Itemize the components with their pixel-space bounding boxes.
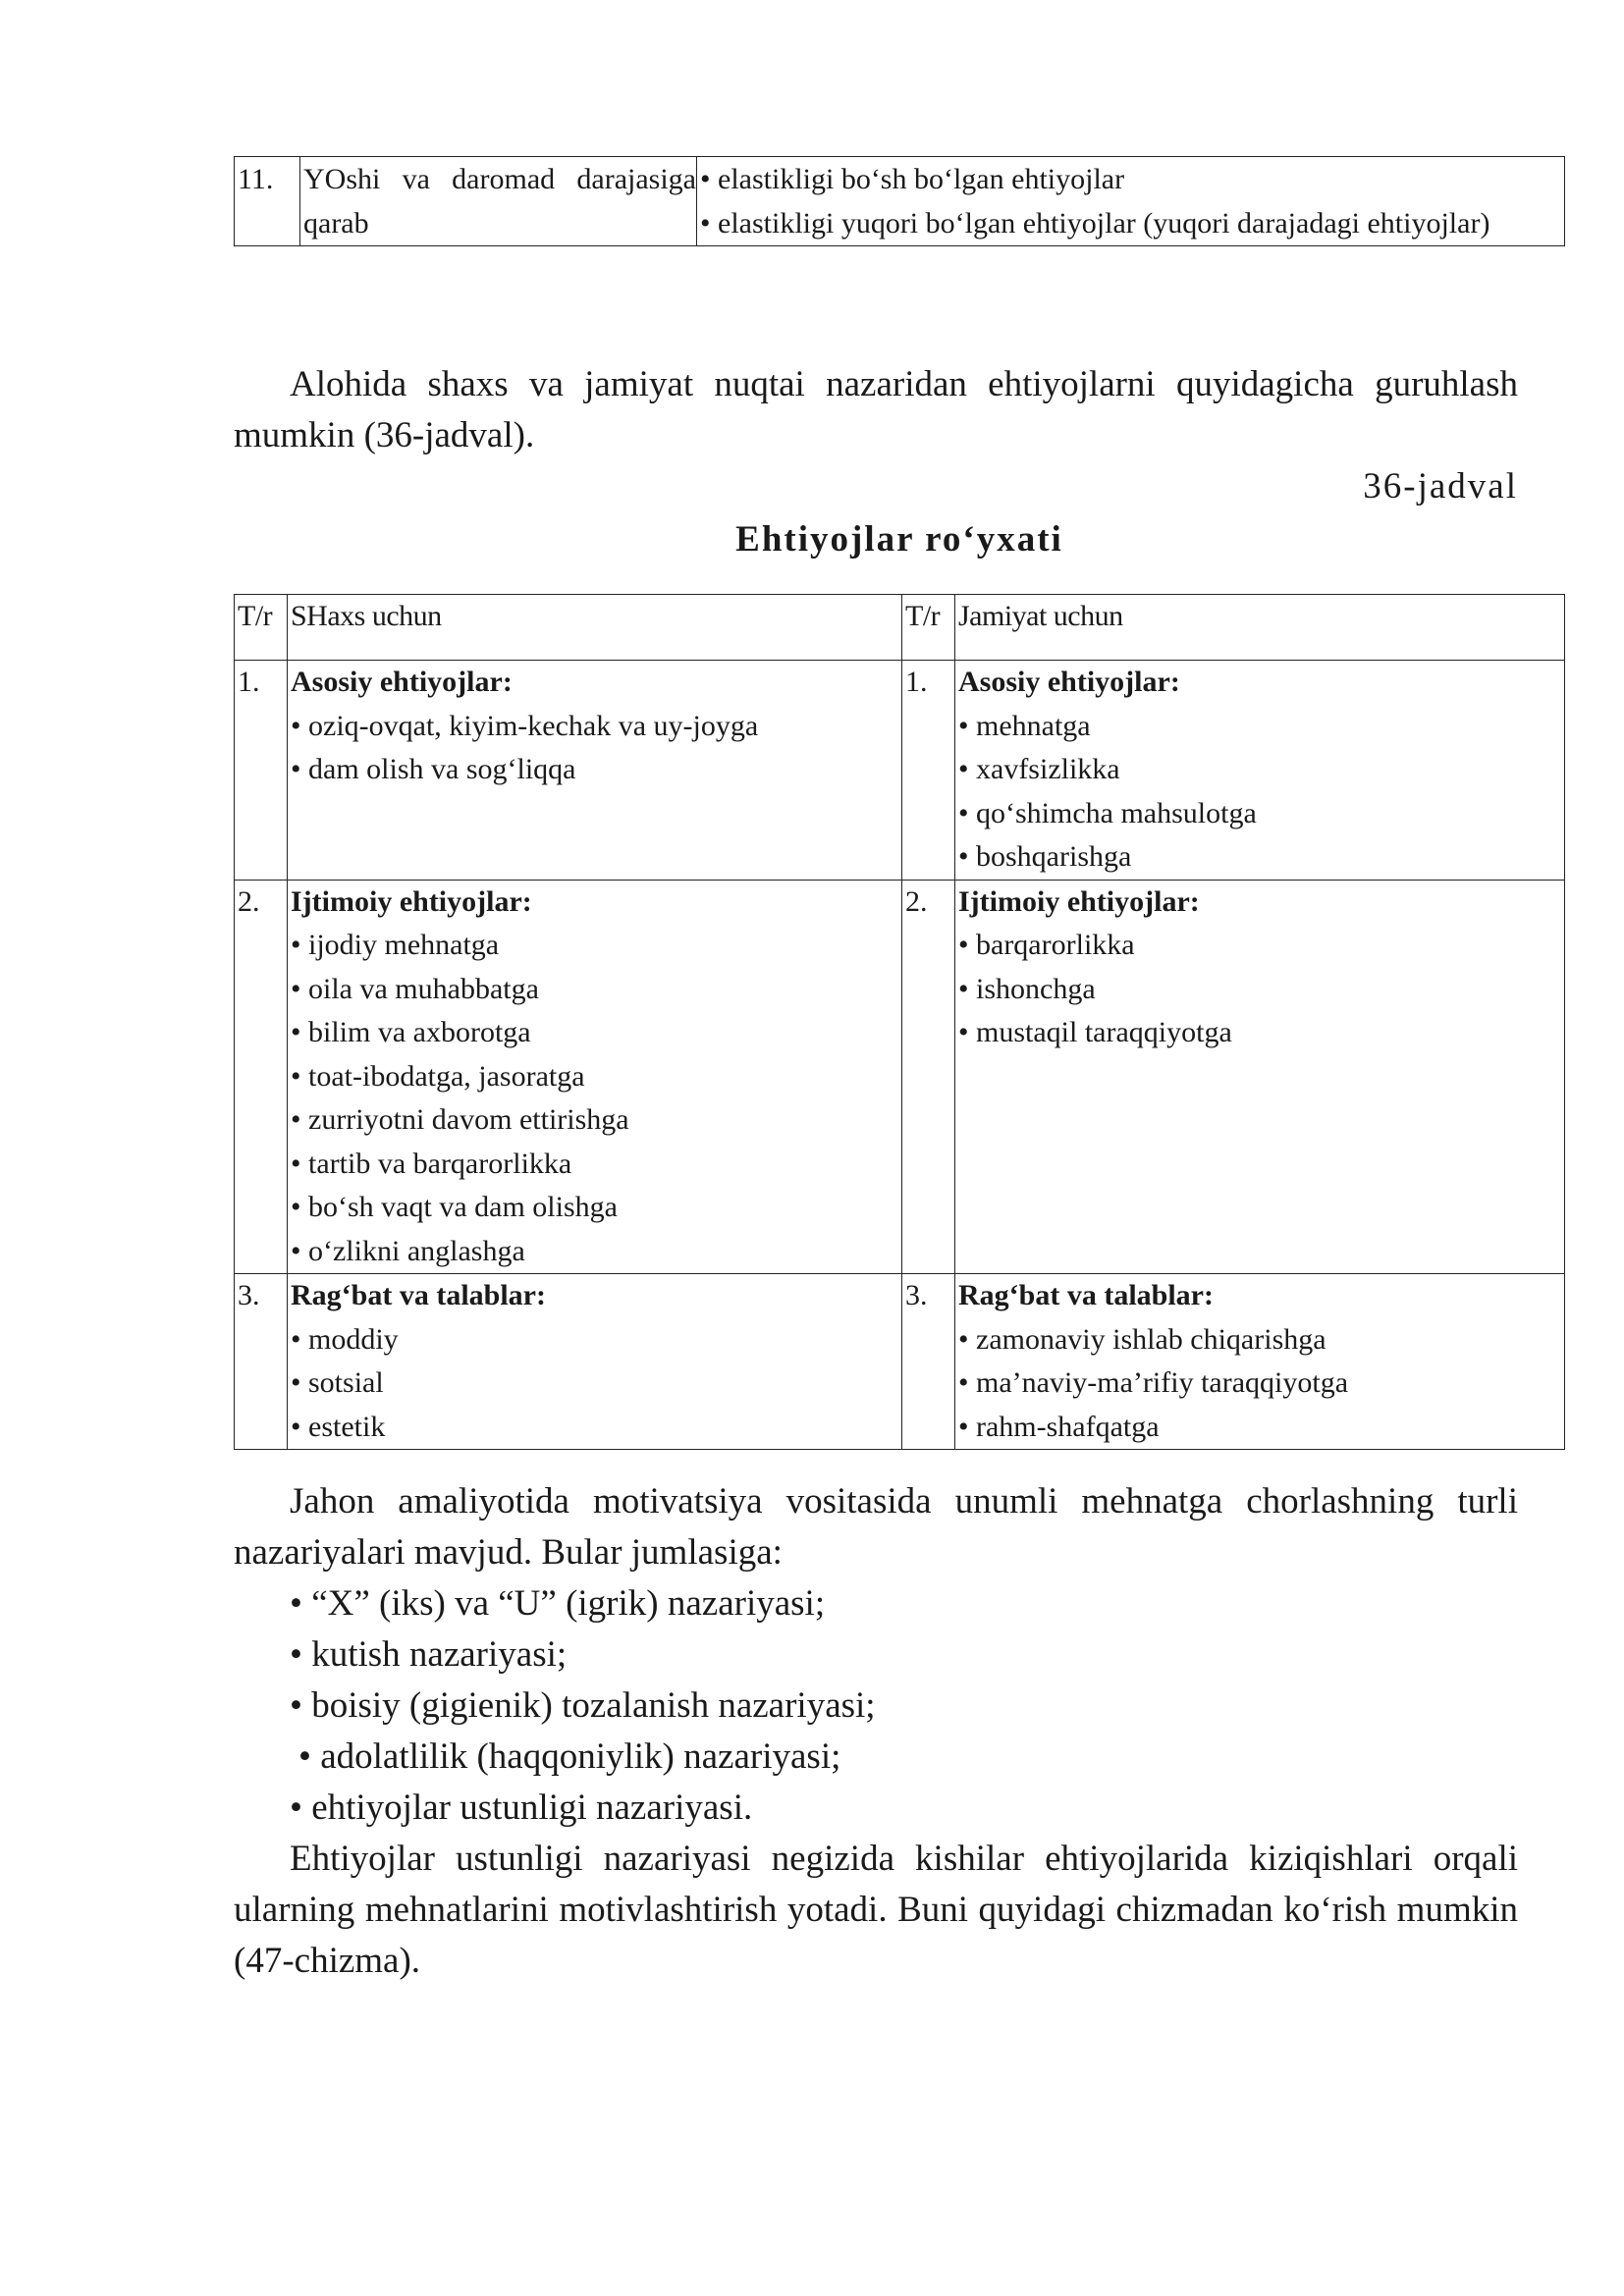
closing-paragraph: Ehtiyojlar ustunligi nazariyasi negizida kishilar ehtiyojlarida kiziqishlari orqali ularning mehnatlarini motivlashtirish yotadi. Buni quyidagi chizmadan ko‘rish mumkin (47-chizma). <box>234 1839 1518 1981</box>
row-number: 3. <box>235 1274 288 1450</box>
row-number: 1. <box>235 661 288 881</box>
list-item: • zamonaviy ishlab chiqarishga <box>958 1322 1326 1356</box>
list-item: • xavfsizlikka <box>958 753 1120 785</box>
list-item: • boshqarishga <box>958 840 1132 873</box>
list-item: • ehtiyojlar ustunligi nazariyasi. <box>290 1788 753 1828</box>
needs-list <box>291 1318 901 1450</box>
list-item: • ijodiy mehnatga <box>291 929 500 961</box>
society-needs-cell <box>955 1274 1565 1450</box>
table-row <box>235 1274 1565 1450</box>
list-item: • rahm-shafqatga <box>958 1410 1160 1443</box>
person-needs-cell <box>288 880 902 1274</box>
list-item: • o‘zlikni anglashga <box>291 1234 525 1267</box>
list-item: • ma’naviy-ma’rifiy taraqqiyotga <box>958 1366 1349 1399</box>
list-item: • bo‘sh vaqt va dam olishga <box>291 1191 618 1223</box>
list-item: • “X” (iks) va “U” (igrik) nazariyasi; <box>290 1583 826 1624</box>
person-needs-cell <box>288 1274 902 1450</box>
category-title: Rag‘bat va talablar: <box>958 1279 1214 1311</box>
list-item: • oziq-ovqat, kiyim-kechak va uy-joyga <box>291 709 759 742</box>
table-number: 36-jadval <box>1363 466 1518 507</box>
table-row <box>235 661 1565 881</box>
list-item: • oila va muhabbatga <box>291 972 539 1005</box>
category-title: Asosiy ehtiyojlar: <box>958 666 1180 698</box>
list-item: • zurriyotni davom ettirishga <box>291 1103 629 1136</box>
list-item: • qo‘shimcha mahsulotga <box>958 796 1257 829</box>
row-number: 1. <box>902 661 955 881</box>
table-row <box>235 880 1565 1274</box>
needs-list <box>958 924 1564 1055</box>
header-tr: T/r <box>902 595 955 661</box>
list-item: • mehnatga <box>958 709 1091 742</box>
list-item: • toat-ibodatga, jasoratga <box>291 1059 585 1093</box>
criterion-cell: YOshi va daromad darajasiga qarab <box>300 157 697 246</box>
row-number: 2. <box>235 880 288 1274</box>
list-item: • elastikligi bo‘sh bo‘lgan ehtiyojlar <box>700 163 1125 195</box>
header-tr: T/r <box>235 595 288 661</box>
row-number: 3. <box>902 1274 955 1450</box>
top-table <box>234 156 1565 246</box>
list-item: • ishonchga <box>958 972 1096 1005</box>
list-item: • dam olish va sog‘liqqa <box>291 753 576 785</box>
category-title: Ijtimoiy ehtiyojlar: <box>291 884 532 918</box>
person-needs-cell <box>288 661 902 881</box>
row-number: 2. <box>902 880 955 1274</box>
list-item: • sotsial <box>291 1366 384 1399</box>
theories-paragraph: Jahon amaliyotida motivatsiya vositasida unumli mehnatga chorlashning turli nazariyalari mavjud. Bular jumlasiga: <box>234 1481 1518 1573</box>
list-item: • estetik <box>291 1410 386 1443</box>
header-person: SHaxs uchun <box>288 595 902 661</box>
list-item: • adolatlilik (haqqoniylik) nazariyasi; <box>298 1736 841 1777</box>
list-item: • kutish nazariyasi; <box>290 1634 568 1675</box>
table-header-row <box>235 595 1565 661</box>
needs-list <box>958 705 1564 880</box>
theories-list <box>290 1578 1468 1834</box>
needs-list <box>958 1318 1564 1450</box>
header-society: Jamiyat uchun <box>955 595 1565 661</box>
category-title: Rag‘bat va talablar: <box>291 1279 546 1311</box>
society-needs-cell <box>955 661 1565 881</box>
list-item: • elastikligi yuqori bo‘lgan ehtiyojlar (yuqori darajadagi ehtiyojlar) <box>700 207 1490 240</box>
items-cell <box>697 157 1565 246</box>
needs-table <box>234 594 1565 1450</box>
table-title: Ehtiyojlar ro‘yxati <box>735 519 1063 560</box>
list-item: • boisiy (gigienik) tozalanish nazariyasi; <box>290 1685 876 1726</box>
intro-paragraph: Alohida shaxs va jamiyat nuqtai nazaridan ehtiyojlarni quyidagicha guruhlash mumkin (36-jadval). <box>234 364 1518 455</box>
list-item: • tartib va barqarorlikka <box>291 1147 572 1180</box>
row-number: 11. <box>235 157 300 246</box>
table-row <box>235 157 1565 246</box>
list-item: • bilim va axborotga <box>291 1016 531 1048</box>
list-item: • barqarorlikka <box>958 929 1135 961</box>
list-item: • mustaqil taraqqiyotga <box>958 1016 1232 1048</box>
needs-list <box>291 705 901 792</box>
category-title: Ijtimoiy ehtiyojlar: <box>958 884 1200 918</box>
category-title: Asosiy ehtiyojlar: <box>291 666 513 698</box>
society-needs-cell <box>955 880 1565 1274</box>
needs-list <box>291 924 901 1273</box>
list-item: • moddiy <box>291 1322 399 1356</box>
